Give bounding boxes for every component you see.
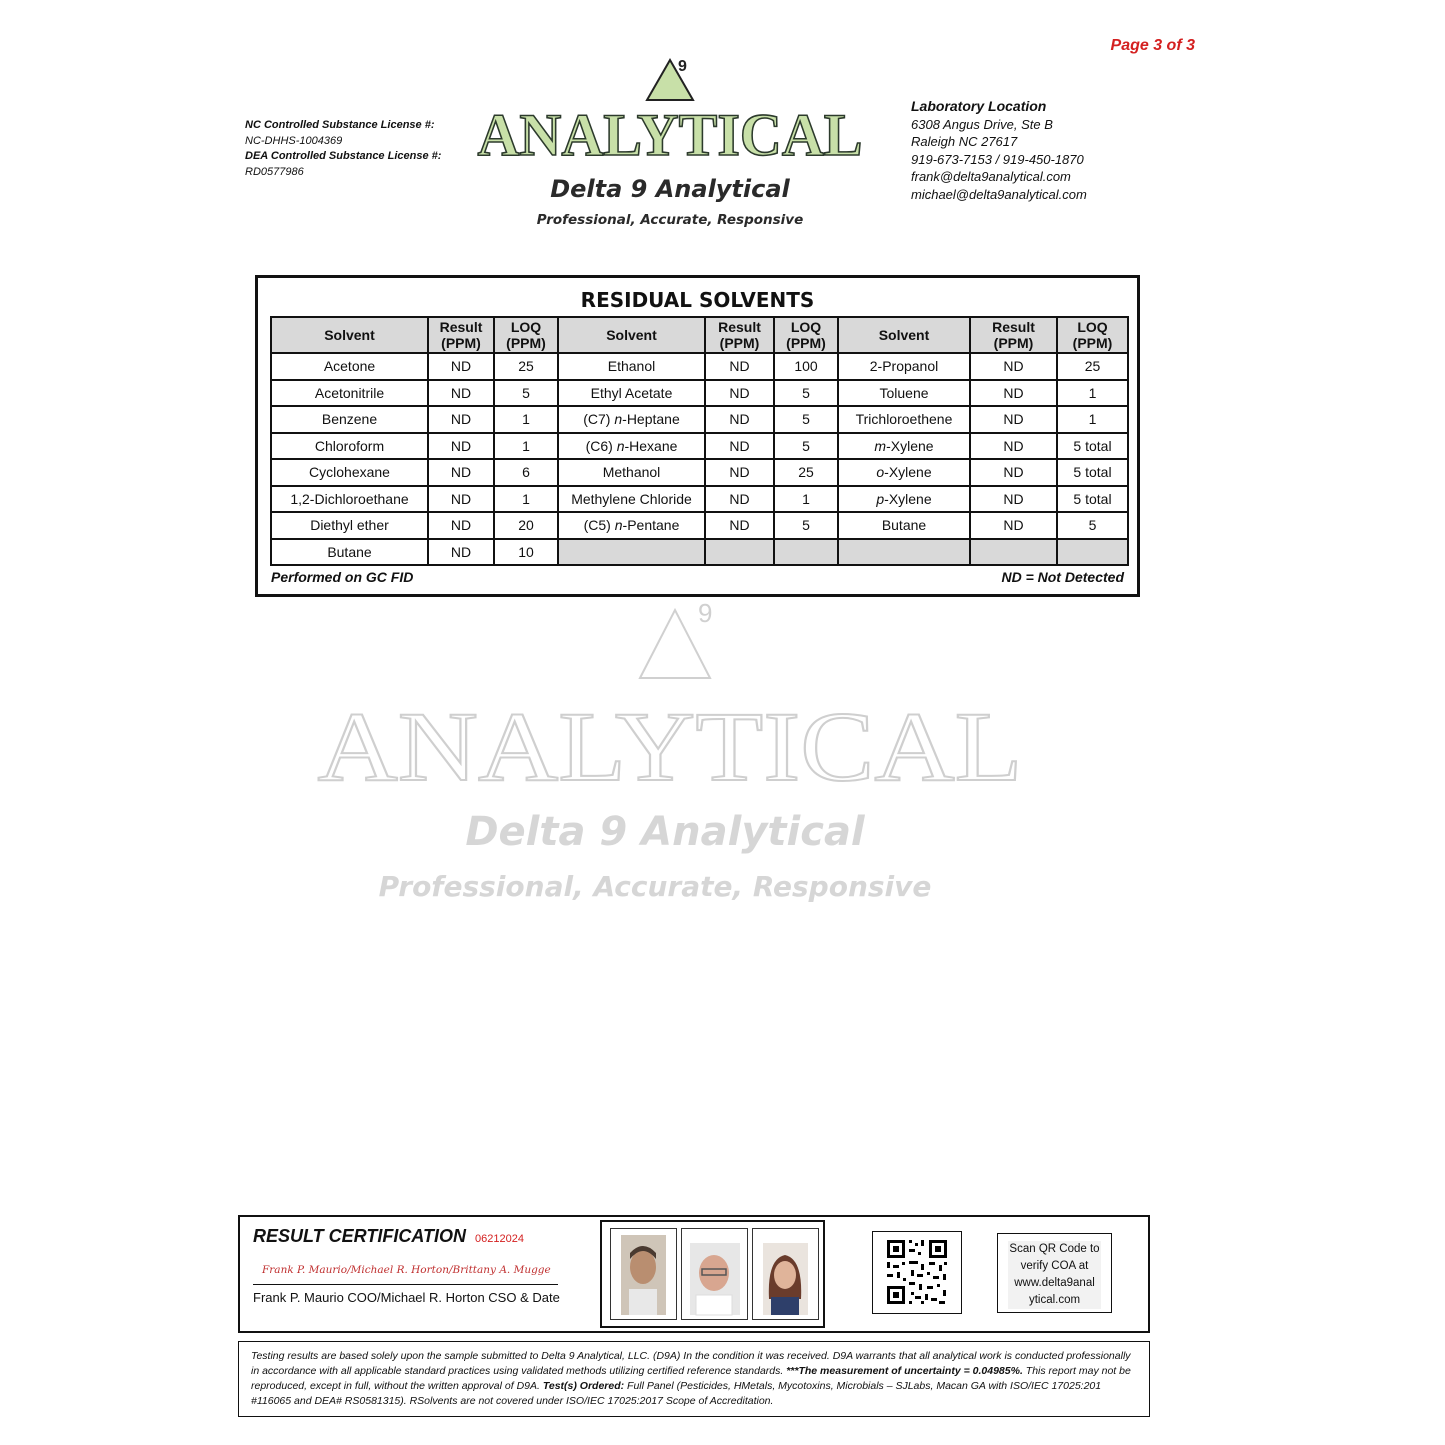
residual-solvents-title: RESIDUAL SOLVENTS: [580, 288, 815, 312]
loq-value: 25: [494, 353, 558, 380]
empty-cell: [1057, 539, 1128, 566]
col-header-result: Result (PPM): [428, 317, 494, 353]
lab-address-1: 6308 Angus Drive, Ste B: [911, 116, 1053, 132]
empty-cell: [838, 539, 970, 566]
result-value: ND: [705, 406, 774, 433]
col-header-loq: LOQ (PPM): [774, 317, 838, 353]
col-header-loq: LOQ (PPM): [494, 317, 558, 353]
solvent-name: Benzene: [271, 406, 428, 433]
loq-value: 5 total: [1057, 459, 1128, 486]
residual-solvents-body: [271, 353, 1128, 565]
loq-value: 5 total: [1057, 433, 1128, 460]
logo-company-name: Delta 9 Analytical: [550, 175, 790, 203]
watermark-logo: [310, 590, 1030, 910]
qr-code[interactable]: [872, 1231, 962, 1314]
col-header-solvent: Solvent: [558, 317, 705, 353]
loq-value: 5: [774, 380, 838, 407]
lab-email-2[interactable]: michael@delta9analytical.com: [911, 186, 1087, 202]
staff-photo-3: [752, 1228, 819, 1320]
svg-text:9: 9: [698, 598, 713, 628]
staff-photo-2: [681, 1228, 748, 1320]
table-row: [271, 406, 1128, 433]
lab-address-2: Raleigh NC 27617: [911, 134, 1018, 149]
loq-value: 5 total: [1057, 486, 1128, 513]
nd-legend: ND = Not Detected: [1001, 569, 1124, 585]
solvent-name: 2-Propanol: [838, 353, 970, 380]
empty-cell: [774, 539, 838, 566]
loq-value: 25: [774, 459, 838, 486]
certification-title: RESULT CERTIFICATION: [253, 1226, 466, 1246]
result-value: ND: [428, 486, 494, 513]
table-row: [271, 512, 1128, 539]
loq-value: 1: [774, 486, 838, 513]
svg-text:ANALYTICAL: ANALYTICAL: [317, 691, 1023, 802]
nc-license-label: NC Controlled Substance License #:: [245, 119, 435, 131]
solvent-name: (C6) n-Hexane: [558, 433, 705, 460]
loq-value: 5: [774, 433, 838, 460]
solvent-name: Methanol: [558, 459, 705, 486]
result-value: ND: [970, 380, 1057, 407]
signature: Frank P. Maurio/Michael R. Horton/Brittany A. Mugge: [262, 1264, 551, 1276]
residual-solvents-table: [270, 316, 1129, 566]
result-value: ND: [970, 353, 1057, 380]
result-value: ND: [705, 353, 774, 380]
result-value: ND: [428, 433, 494, 460]
col-header-solvent: Solvent: [838, 317, 970, 353]
solvent-name: 1,2-Dichloroethane: [271, 486, 428, 513]
solvent-name: Toluene: [838, 380, 970, 407]
staff-photo-1: [610, 1228, 677, 1320]
solvent-name: Acetone: [271, 353, 428, 380]
lab-heading: Laboratory Location: [911, 98, 1047, 114]
table-header-row: [271, 317, 1128, 353]
solvent-name: Trichloroethene: [838, 406, 970, 433]
result-value: ND: [970, 459, 1057, 486]
col-header-result: Result (PPM): [970, 317, 1057, 353]
table-row: [271, 539, 1128, 566]
logo-word: ANALYTICAL: [477, 102, 863, 168]
result-value: ND: [705, 512, 774, 539]
scan-line: verify COA at: [1020, 1260, 1089, 1272]
result-value: ND: [970, 512, 1057, 539]
solvent-name: Cyclohexane: [271, 459, 428, 486]
loq-value: 25: [1057, 353, 1128, 380]
dea-license-label: DEA Controlled Substance License #:: [245, 150, 442, 162]
certifier-names: Frank P. Maurio COO/Michael R. Horton CSO & Date: [253, 1290, 560, 1305]
loq-value: 1: [494, 433, 558, 460]
empty-cell: [970, 539, 1057, 566]
solvent-name: Butane: [838, 512, 970, 539]
loq-value: 5: [774, 512, 838, 539]
logo-superscript: 9: [678, 58, 687, 75]
col-header-result: Result (PPM): [705, 317, 774, 353]
loq-value: 1: [494, 406, 558, 433]
result-value: ND: [705, 459, 774, 486]
company-logo: [470, 55, 870, 235]
result-value: ND: [428, 380, 494, 407]
solvent-name: Butane: [271, 539, 428, 566]
lab-location: [911, 98, 1087, 203]
page-number: Page 3 of 3: [1110, 37, 1195, 54]
loq-value: 5: [1057, 512, 1128, 539]
table-row: [271, 486, 1128, 513]
loq-value: 6: [494, 459, 558, 486]
lab-phones: 919-673-7153 / 919-450-1870: [911, 151, 1084, 167]
result-value: ND: [970, 433, 1057, 460]
solvent-name: Methylene Chloride: [558, 486, 705, 513]
staff-photos: [600, 1220, 825, 1328]
scan-line: www.delta9anal: [1014, 1277, 1095, 1289]
table-row: [271, 353, 1128, 380]
result-value: ND: [705, 380, 774, 407]
empty-cell: [705, 539, 774, 566]
empty-cell: [558, 539, 705, 566]
table-row: [271, 433, 1128, 460]
solvent-name: Chloroform: [271, 433, 428, 460]
loq-value: 1: [1057, 380, 1128, 407]
result-value: ND: [428, 459, 494, 486]
nc-license-value: NC-DHHS-1004369: [245, 134, 343, 147]
result-value: ND: [428, 406, 494, 433]
loq-value: 100: [774, 353, 838, 380]
dea-license-value: RD0577986: [245, 165, 304, 178]
result-value: ND: [970, 486, 1057, 513]
loq-value: 10: [494, 539, 558, 566]
result-value: ND: [970, 406, 1057, 433]
lab-email-1[interactable]: frank@delta9analytical.com: [911, 169, 1071, 184]
scan-line: ytical.com: [1028, 1294, 1081, 1306]
certification-date: 06212024: [475, 1233, 524, 1245]
table-row: [271, 459, 1128, 486]
signature-line: [253, 1284, 558, 1285]
svg-text:Professional, Accurate, Respon: Professional, Accurate, Responsive: [378, 870, 932, 903]
result-value: ND: [705, 486, 774, 513]
disclaimer-text: Testing results are based solely upon the sample submitted to Delta 9 Analytical, LLC. (D9A) In the condition it was received. D9A warrants that all analytical work is conducted professionally in accordance with all applicable standard practices using validated methods utilizing certified reference standards. ***The measurement of uncertainty = 0.04985%. This report may not be reproduced, except in full, without the written approval of D9A. Test(s) Ordered: Full Panel (Pesticides, HMetals, Mycotoxins, Microbials – SJLabs, Macan GA with ISO/IEC 17025:201 #116065 and DEA# RS0581315). RSolvents are not covered under ISO/IEC 17025:2017 Scope of Accreditation.: [251, 1350, 1131, 1407]
svg-text:Delta 9 Analytical: Delta 9 Analytical: [465, 809, 865, 855]
loq-value: 20: [494, 512, 558, 539]
result-value: ND: [428, 353, 494, 380]
result-value: ND: [428, 539, 494, 566]
solvent-name: o-Xylene: [838, 459, 970, 486]
solvent-name: (C5) n-Pentane: [558, 512, 705, 539]
solvent-name: Ethanol: [558, 353, 705, 380]
solvent-name: Ethyl Acetate: [558, 380, 705, 407]
license-info: [245, 118, 441, 180]
col-header-solvent: Solvent: [271, 317, 428, 353]
scan-line: Scan QR Code to: [1009, 1243, 1100, 1255]
result-value: ND: [428, 512, 494, 539]
loq-value: 1: [494, 486, 558, 513]
result-value: ND: [705, 433, 774, 460]
table-row: [271, 380, 1128, 407]
solvent-name: Diethyl ether: [271, 512, 428, 539]
solvent-name: Acetonitrile: [271, 380, 428, 407]
loq-value: 5: [494, 380, 558, 407]
col-header-loq: LOQ (PPM): [1057, 317, 1128, 353]
loq-value: 5: [774, 406, 838, 433]
logo-tagline: Professional, Accurate, Responsive: [536, 212, 804, 228]
scan-qr-instructions: [997, 1233, 1112, 1313]
solvent-name: (C7) n-Heptane: [558, 406, 705, 433]
solvent-name: p-Xylene: [838, 486, 970, 513]
method-note: Performed on GC FID: [271, 569, 414, 585]
solvent-name: m-Xylene: [838, 433, 970, 460]
loq-value: 1: [1057, 406, 1128, 433]
